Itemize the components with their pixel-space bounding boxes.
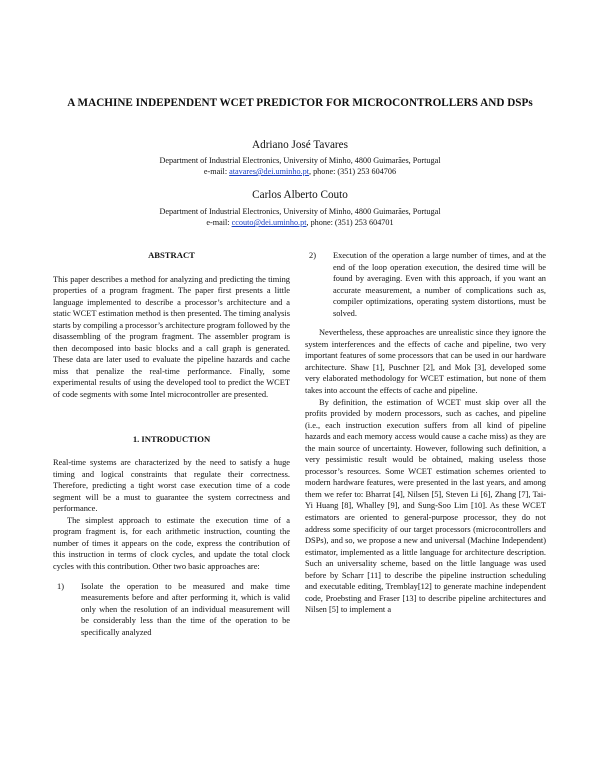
list-number: 2) xyxy=(309,251,316,260)
author-name: Adriano José Tavares xyxy=(252,139,348,151)
list-item xyxy=(53,581,290,639)
author-email-link[interactable]: ccouto@dei.uminho.pt xyxy=(231,218,307,227)
author-affiliation: Department of Industrial Electronics, University of Minho, 4800 Guimarães, Portugal xyxy=(159,207,441,216)
abstract-heading: ABSTRACT xyxy=(148,250,195,260)
author-phone: , phone: (351) 253 604706 xyxy=(308,167,397,176)
email-prefix: e-mail: xyxy=(203,167,230,176)
author-contact xyxy=(0,166,600,178)
author-phone: , phone: (351) 253 604701 xyxy=(306,218,394,227)
paragraph: Real-time systems are characterized by the need to satisfy a huge timing and logical constraints that regulate their correctness. Therefore, predicting a tight worst case execution time of a code segment will be a must to guarantee the system correctness and performance. xyxy=(53,458,290,514)
author-email-link[interactable]: atavares@dei.uminho.pt xyxy=(229,167,309,176)
paragraph: The simplest approach to estimate the execution time of a program fragment is, for each arithmetic instruction, counting the number of times it appears on the code, express the contribution of this instruction in terms of clock cycles, and update the total clock cycles with this contribution. Other two basic approaches are: xyxy=(53,515,290,572)
list-text: Isolate the operation to be measured and make time measurements before and after performing it, which is valid only when the resolution of an individual measurement will be considerably less than the time of the operation to be specifically analyzed xyxy=(81,581,290,637)
author-name: Carlos Alberto Couto xyxy=(252,189,348,201)
email-prefix: e-mail: xyxy=(206,218,232,227)
list-number: 1) xyxy=(57,581,64,591)
paragraph: By definition, the estimation of WCET must skip over all the profits provided by modern processors, such as caches, and pipeline (i.e., each instruction execution suffers from all kind of pipeline hazards and each memory access would cause a cache miss) as they are the main source of uncertainty. However, following such definition, a very pessimistic result would be obtained, making useless those processor’s resources. Some WCET estimation schemes oriented to modern hardware features, were presented in the last years, and among them we refer to: Bharrat [4], Nilsen [5], Steven Li [6], Zhang [7], Tai-Yi Huang [8], Whalley [9], and Sung-Soo Lim [10]. As these WCET estimators are oriented to general-purpose processor, they do not address some specificity of our target processors (microcontrollers and DSPs), and so, we propose a new and universal (Machine Independent) estimator, implemented as a little language for architecture description. Such an universality scheme, based on the little language was used before by Scharr [11] to describe the pipeline instruction scheduling and executable editing, Tremblay[12] to generate machine independent code, Proebsting and Fraser [13] to describe pipeline architectures and Nilsen [5] to implement a xyxy=(305,397,546,615)
list-text: Execution of the operation a large number of times, and at the end of the loop operation execution, the desired time will be found by averaging. Even with this approach, if you want an accurate measurement, a number of complications such as, compiler optimizations, operating system distortions, must be solved. xyxy=(333,251,546,318)
abstract-text: This paper describes a method for analyzing and predicting the timing properties of a program fragment. The paper first presents a little language implemented to describe a processor’s architecture and a static WCET estimation method is then presented. The timing analysis starts by compiling a processor’s architecture program followed by the disassembling of the program fragment. The assembler program is then decomposed into basic blocks and a call graph is generated. These data are later used to evaluate the pipeline hazards and cache miss that penalize the real-time performance. Finally, some experimental results of using the developed tool to predict the WCET of code segments with some Intel microcontroller are presented. xyxy=(53,274,290,400)
introduction-heading: 1. INTRODUCTION xyxy=(132,433,211,444)
author-affiliation: Department of Industrial Electronics, University of Minho, 4800 Guimarães, Portugal xyxy=(159,156,441,165)
list-item xyxy=(305,250,546,319)
left-column xyxy=(53,250,290,638)
right-column xyxy=(305,250,546,616)
paper-title: A MACHINE INDEPENDENT WCET PREDICTOR FOR MICROCONTROLLERS AND DSPs xyxy=(67,97,533,109)
author-contact xyxy=(0,217,600,229)
paragraph: Nevertheless, these approaches are unrealistic since they ignore the system interferences and the effects of cache and pipeline, two very important features of some processors that can be used in our hardware architecture. Shaw [1], Puschner [2], and Mok [3], developed some very elaborated methodology for WCET estimation, but none of them takes into account the effects of cache and pipeline. xyxy=(305,328,546,396)
